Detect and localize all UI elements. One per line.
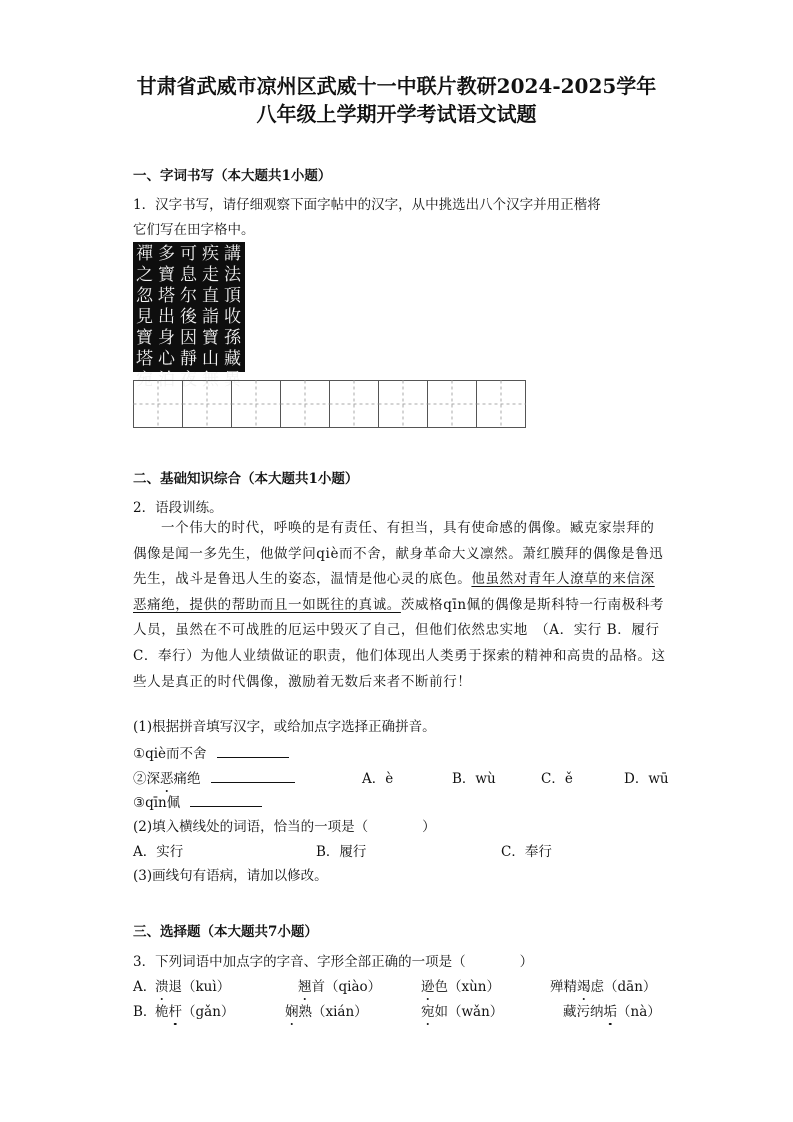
item2-text-b: 痛绝	[173, 771, 201, 787]
pinyin-option-b[interactable]: B．wù	[452, 771, 496, 787]
q3-text: 3．下列词语中加点字的字音、字形全部正确的一项是（ ）	[133, 954, 534, 970]
calligraphy-char: 講	[224, 244, 241, 264]
calligraphy-char: 收	[224, 307, 241, 327]
calligraphy-char: 塔	[158, 286, 175, 306]
q1-text-line2: 它们写在田字格中。	[133, 222, 255, 238]
calligraphy-char: 頂	[224, 286, 241, 306]
q3-a-word-1: 溃退（kuì）	[155, 979, 231, 995]
calligraphy-char: 多	[158, 244, 175, 264]
pinyin-option-c[interactable]: C．ě	[541, 771, 573, 787]
calligraphy-char: 塔	[136, 349, 153, 369]
calligraphy-char: 後	[180, 307, 197, 327]
calligraphy-char: 息	[180, 265, 197, 285]
q2-item2	[133, 767, 295, 787]
pinyin-option-d[interactable]: D．wū	[624, 771, 669, 787]
q3-b-word-2: 娴熟（xián）	[285, 1004, 368, 1020]
calligraphy-char: 因	[180, 328, 197, 348]
calligraphy-column	[178, 244, 199, 391]
q3-a-word-2: 翘首（qiào）	[298, 979, 382, 995]
q2-sub3: (3)画线句有语病，请加以修改。	[133, 868, 328, 884]
q3-b-word-3: 宛如（wǎn）	[421, 1004, 504, 1020]
calligraphy-column	[156, 244, 177, 391]
fill-option-a[interactable]: A．实行	[133, 844, 184, 860]
calligraphy-char: 見	[136, 307, 153, 327]
q3-a-word-4: 殚精竭虑（dān）	[550, 979, 657, 995]
calligraphy-char: 尔	[180, 286, 197, 306]
fill-option-b[interactable]: B．履行	[316, 844, 367, 860]
calligraphy-char: 走	[202, 265, 219, 285]
calligraphy-char: 異	[224, 370, 241, 390]
answer-blank-2[interactable]	[211, 770, 295, 783]
q3-b-word-4: 藏污纳垢（nà）	[563, 1004, 661, 1020]
section3-heading: 三、选择题（本大题共7小题）	[133, 924, 318, 940]
calligraphy-char: 之	[136, 265, 153, 285]
item2-dotted-char: 恶	[160, 771, 174, 787]
section1-heading: 一、字词书写（本大题共1小题）	[133, 168, 332, 184]
q2-sub1: (1)根据拼音填写汉字，或给加点字选择正确拼音。	[133, 719, 436, 735]
q3-option-a-label[interactable]: A．	[133, 979, 157, 995]
calligraphy-char: 可	[180, 244, 197, 264]
calligraphy-char: 藏	[224, 349, 241, 369]
q2-item3	[133, 791, 262, 811]
calligraphy-char: 靜	[180, 349, 197, 369]
calligraphy-column	[134, 244, 155, 391]
calligraphy-char: 無	[202, 370, 219, 390]
exam-title-line1: 甘肃省武威市凉州区武威十一中联片教研2024-2025学年	[136, 74, 657, 98]
calligraphy-char: 夜	[180, 370, 197, 390]
q1-text-line1: 1．汉字书写，请仔细观察下面字帖中的汉字，从中挑选出八个汉字并用正楷将	[133, 197, 601, 213]
q3-b-word-1: 桅杆（gǎn）	[155, 1004, 235, 1020]
q3-a-word-3: 逊色（xùn）	[421, 979, 501, 995]
exam-title-line2: 八年级上学期开学考试语文试题	[256, 102, 537, 126]
answer-blank-3[interactable]	[190, 794, 262, 807]
calligraphy-column	[222, 244, 243, 391]
item2-text-a: ②深	[133, 771, 160, 787]
fill-option-c[interactable]: C．奉行	[501, 844, 552, 860]
item3-text: ③qīn佩	[133, 795, 181, 811]
passage-underlined-sentence: 他虽然对青年人潦草的来信深恶痛绝，提供的帮助而且一如既往的真诚。	[133, 571, 655, 613]
calligraphy-char: 心	[158, 349, 175, 369]
calligraphy-char: 寶	[158, 265, 175, 285]
calligraphy-char: 詣	[202, 307, 219, 327]
q2-passage	[133, 516, 674, 695]
calligraphy-char: 疾	[202, 244, 219, 264]
calligraphy-rubbing-image	[133, 242, 245, 390]
calligraphy-char: 宛	[136, 370, 153, 390]
tianzige-writing-grid[interactable]	[133, 380, 526, 428]
q2-label: 2．语段训练。	[133, 500, 223, 516]
calligraphy-char: 身	[158, 328, 175, 348]
passage-start: 一个伟大的时代，呼唤的是有责任、有担当，具有使命感的偶像。臧克家崇拜的偶像是闻一多先生，他做学问qiè而不舍，献身革命大义凛然。萧红膜拜的偶像是鲁迅先生，战斗是鲁迅人生的姿态，温情是他心灵的底色。	[133, 520, 664, 588]
calligraphy-char: 直	[202, 286, 219, 306]
pinyin-option-a[interactable]: A．è	[362, 771, 394, 787]
q3-option-b-label[interactable]: B．	[133, 1004, 157, 1020]
section2-heading: 二、基础知识综合（本大题共1小题）	[133, 471, 359, 487]
passage-end: 茨威格qīn佩的偶像是斯科特一行南极科考人员，虽然在不可战胜的厄运中毁灭了自己，但他们依然忠实地 （A．实行 B．履行 C．奉行）为他人业绩做证的职责，他们体现出人类勇于探索的精神和高贵的品格。这些人是真正的时代偶像，激励着无数后来者不断前行！	[133, 596, 674, 690]
q2-item1	[133, 742, 289, 762]
calligraphy-char: 法	[224, 265, 241, 285]
q2-sub2: (2)填入横线处的词语，恰当的一项是（ ）	[133, 819, 436, 835]
calligraphy-char: 寶	[202, 328, 219, 348]
calligraphy-char: 山	[202, 349, 219, 369]
item1-text: ①qiè而不舍	[133, 746, 207, 762]
calligraphy-char: 寶	[136, 328, 153, 348]
calligraphy-char: 孫	[224, 328, 241, 348]
calligraphy-char: 出	[158, 307, 175, 327]
calligraphy-char: 禪	[136, 244, 153, 264]
answer-blank-1[interactable]	[217, 745, 289, 758]
calligraphy-column	[200, 244, 221, 391]
calligraphy-char: 泊	[158, 370, 175, 390]
calligraphy-char: 忽	[136, 286, 153, 306]
